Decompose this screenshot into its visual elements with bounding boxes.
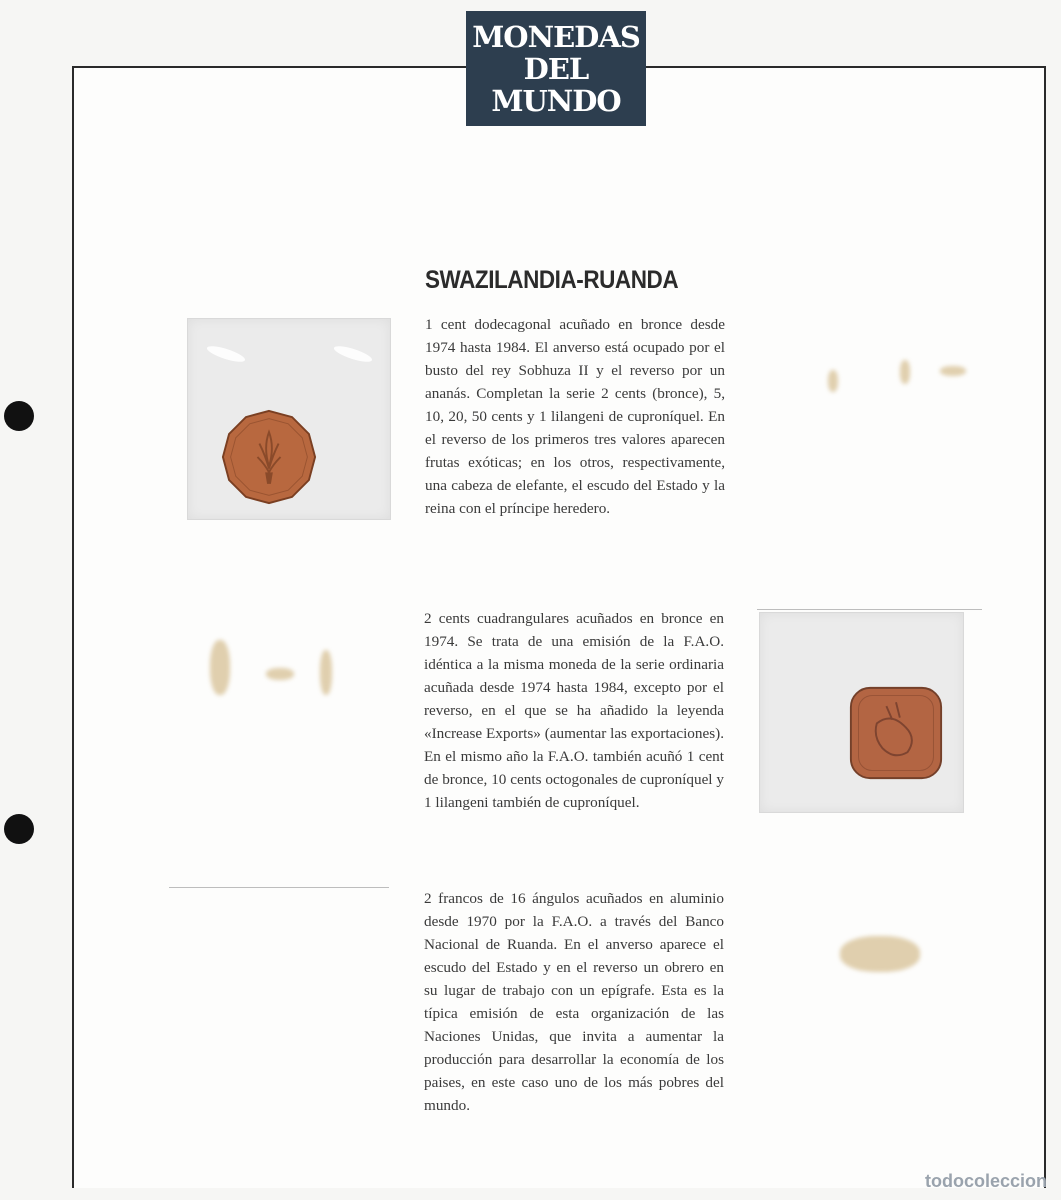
glue-stain — [266, 668, 294, 680]
glue-stain — [900, 360, 910, 384]
description-swaziland-1-cent: 1 cent dodecagonal acuñado en bronce desde 1974 hasta 1984. El anverso está ocupado por el busto del rey Sobhuza II y el reverso por un ananás. Completan la serie 2 cents (bronce), 5, 10, 20, 50 cents y 1 lilangeni de cuproníquel. En el reverso de los primeros tres valores aparecen frutas exóticas; en los otros, respectivamente, una cabeza de elefante, el escudo del Estado y la reina con el príncipe heredero. — [425, 316, 725, 517]
logo-line-2: DEL — [523, 52, 589, 86]
description-rwanda-2-francs: 2 francos de 16 ángulos acuñados en aluminio desde 1970 por la F.A.O. a través del Banco Nacional de Ruanda. En el anverso aparece el escudo del Estado y en el reverso un obrero en su lugar de trabajo con un epígrafe. Esta es la típica emisión de esta organización de las Naciones Unidas, que invita a aumentar la producción para desarrollar la economía de los paises, en este caso uno de los más pobres del mundo. — [424, 890, 724, 1114]
glue-stain — [840, 936, 920, 972]
page-title: SWAZILANDIA-RUANDA — [425, 266, 679, 294]
description-swaziland-2-cents: 2 cents cuadrangulares acuñados en bronce en 1974. Se trata de una emisión de la F.A.O. idéntica a la misma moneda de la serie ordinaria acuñada desde 1974 hasta 1984, excepto por el reverso, en el que se ha añadido la leyenda «Increase Exports» (aumentar las exportaciones). En el mismo año la F.A.O. también acuñó 1 cent de bronce, 10 cents octogonales de cuproníquel y 1 lilangeni también de cuproníquel. — [424, 610, 724, 811]
glue-stain — [828, 370, 838, 392]
divider-line-left — [169, 887, 389, 888]
coin-holder-2-cents — [759, 612, 964, 813]
watermark: todocoleccion — [924, 1171, 1047, 1191]
glue-stain — [940, 366, 966, 376]
coin-1-cent-dodecagonal — [221, 409, 317, 505]
binder-hole-top — [4, 401, 34, 431]
divider-line-right — [757, 609, 982, 610]
coin-2-cents-square — [848, 685, 944, 781]
monedas-del-mundo-logo — [466, 11, 646, 126]
glue-stain — [320, 650, 332, 695]
binder-hole-bottom — [4, 814, 34, 844]
logo-line-1: MONEDAS — [472, 20, 640, 54]
glue-stain — [210, 640, 230, 695]
logo-line-3: MUNDO — [491, 84, 621, 118]
coin-holder-1-cent — [187, 318, 391, 520]
